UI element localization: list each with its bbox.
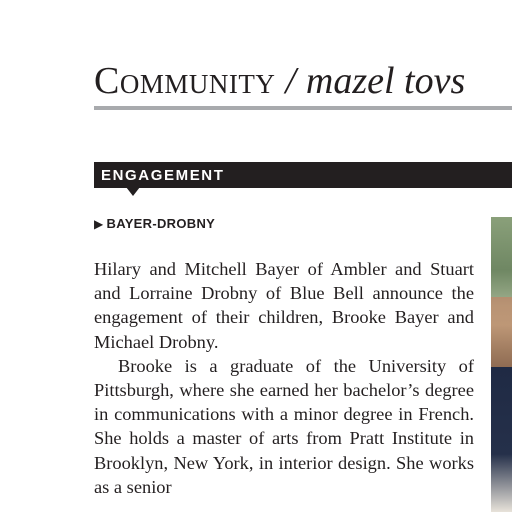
article-subhead-text: BAYER-DROBNY [106, 216, 216, 231]
section-title: Community [94, 60, 276, 102]
arrow-right-icon: ▶ [94, 217, 104, 231]
page-header [94, 62, 465, 100]
article-body [94, 257, 474, 499]
category-banner [94, 162, 512, 188]
article-subhead [94, 216, 215, 231]
photo-shirt-region [491, 367, 512, 512]
paragraph: Hilary and Mitchell Bayer of Ambler and Stuart and Lorraine Drobny of Blue Bell announce the engagement of their children, Brooke Bayer and Michael Drobny. [94, 259, 474, 352]
paragraph: Brooke is a graduate of the University of Pittsburgh, where she earned her bachelor’s degree in communications with a minor degree in French. She holds a master of arts from Pratt Institute in Brooklyn, New York, in interior design. She works as a senior [94, 355, 474, 497]
banner-notch [126, 187, 140, 196]
title-separator: / [285, 60, 296, 102]
category-label: ENGAGEMENT [101, 167, 225, 184]
couple-photo [491, 217, 512, 512]
subsection-title: mazel tovs [305, 60, 466, 102]
photo-face-region [491, 297, 512, 367]
header-rule [94, 106, 512, 110]
